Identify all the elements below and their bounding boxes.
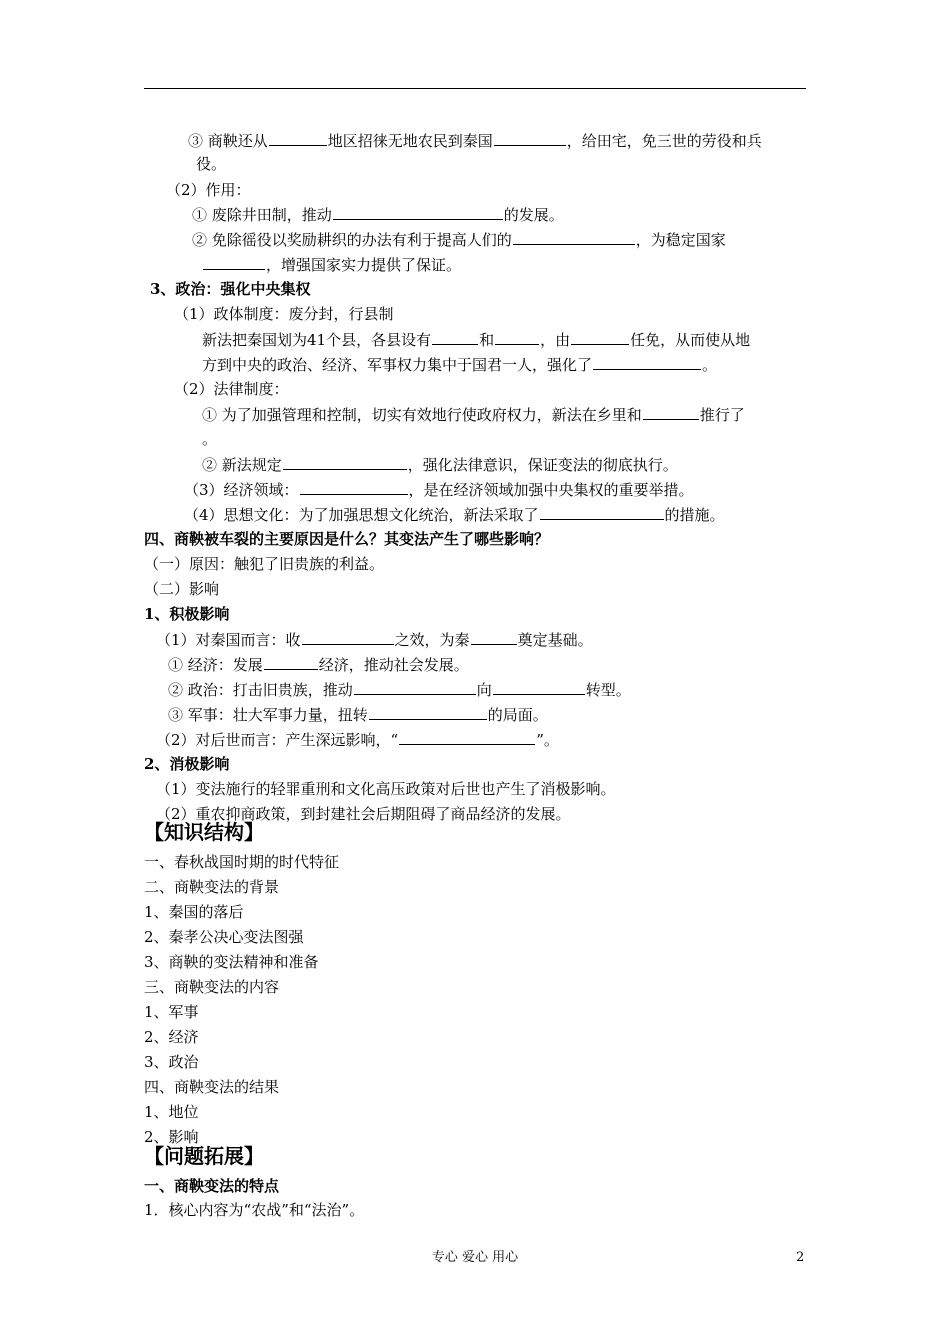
text-segment: （2）重农抑商政策，到封建社会后期阻碍了商品经济的发展。 [156,805,571,823]
text-segment: 2、影响 [144,1128,199,1146]
text-line [144,579,219,599]
fill-in-blank [399,729,535,745]
text-segment: 和 [479,331,495,349]
text-segment: （1）政体制度：废分封，行县制 [174,305,394,323]
text-line [202,454,678,474]
text-segment: 1、军事 [144,1003,199,1021]
text-segment: 四、商鞅变法的结果 [144,1078,280,1096]
text-segment: ，给田宅，免三世的劳役和兵 [566,132,762,150]
text-segment: 的措施。 [664,506,725,524]
text-segment: ② 新法规定 [202,456,282,474]
fill-in-blank [495,329,539,345]
text-segment: ，由 [540,331,571,349]
text-line [202,254,461,274]
text-segment: （4）思想文化：为了加强思想文化统治，新法采取了 [184,506,539,524]
fill-in-blank [493,679,585,695]
header-rule [144,88,806,89]
text-line [168,679,631,699]
bold-heading-line [144,604,229,624]
text-segment: 经济，推动社会发展。 [318,656,469,674]
text-segment: 的局面。 [487,706,548,724]
text-line [144,852,339,872]
text-segment: 2、秦孝公决心变法图强 [144,928,304,946]
text-line [192,204,564,224]
text-segment: （2）法律制度： [174,380,289,398]
text-line [144,927,304,947]
text-segment: 一、春秋战国时期的时代特征 [144,853,340,871]
text-segment: 1、地位 [144,1103,199,1121]
text-line [144,1077,279,1097]
text-segment: ，增强国家实力提供了保证。 [266,256,462,274]
text-segment: ② 政治：打击旧贵族，推动 [168,681,353,699]
fill-in-blank [643,404,699,420]
text-segment: 2、经济 [144,1028,199,1046]
text-segment: ，强化法律意识，保证变法的彻底执行。 [407,456,678,474]
text-segment: 。 [202,430,218,448]
fill-in-blank [354,679,476,695]
text-line [144,877,279,897]
text-segment: （1）对秦国而言：收 [156,631,301,649]
text-segment: 新法把秦国划为41个县，各县设有 [202,331,432,349]
fill-in-blank [571,329,629,345]
text-line [156,629,593,649]
text-line [188,130,762,150]
text-line [192,229,726,249]
text-line [144,1200,364,1220]
text-segment: ① 废除井田制，推动 [192,206,332,224]
text-line [168,654,469,674]
text-segment: ”。 [536,731,559,749]
bold-heading-line [144,529,549,549]
text-segment: 【知识结构】 [144,820,264,844]
section-heading [144,819,264,845]
text-line [144,1027,199,1047]
text-line [144,1052,199,1072]
fill-in-blank [432,329,478,345]
text-segment: 三、商鞅变法的内容 [144,978,280,996]
text-segment: 1．核心内容为“农战”和“法治”。 [144,1201,365,1219]
text-segment: ，是在经济领域加强中央集权的重要举措。 [408,481,694,499]
text-segment: 3、政治：强化中央集权 [150,280,311,298]
text-segment: ，为稳定国家 [635,231,726,249]
text-segment: （2）作用： [166,181,251,199]
text-segment: 之效，为秦 [394,631,470,649]
text-segment: 【问题拓展】 [144,1144,264,1168]
text-line [184,479,694,499]
text-segment: 四、商鞅被车裂的主要原因是什么？其变法产生了哪些影响？ [144,530,550,548]
text-segment: 1、积极影响 [144,605,230,623]
fill-in-blank [333,204,503,220]
text-segment: 二、商鞅变法的背景 [144,878,280,896]
fill-in-blank [471,629,517,645]
page-number: 2 [796,1250,805,1265]
text-line [184,504,725,524]
text-segment: （2）对后世而言：产生深远影响，“ [156,731,399,749]
text-line [202,329,750,349]
text-line [174,304,394,324]
fill-in-blank [369,704,487,720]
text-segment: ③ 军事：壮大军事力量，扭转 [168,706,368,724]
text-segment: （1）变法施行的轻罪重刑和文化高压政策对后世也产生了消极影响。 [156,780,616,798]
text-segment: 转型。 [585,681,631,699]
text-line [202,429,217,449]
fill-in-blank [264,654,318,670]
fill-in-blank [513,229,635,245]
section-heading [144,1143,264,1169]
text-segment: ① 经济：发展 [168,656,263,674]
text-segment: 一、商鞅变法的特点 [144,1177,280,1195]
text-line [144,1102,199,1122]
text-segment: 役。 [196,155,227,173]
bold-heading-line [144,754,229,774]
text-line [144,554,384,574]
fill-in-blank [203,254,265,270]
bold-heading-line [144,1176,279,1196]
text-segment: 推行了 [699,406,745,424]
text-line [144,902,244,922]
text-segment: 1、秦国的落后 [144,903,244,921]
text-line [144,1002,199,1022]
fill-in-blank [283,454,407,470]
text-segment: （二）影响 [144,580,220,598]
text-segment: 奠定基础。 [517,631,593,649]
bold-heading-line [150,279,310,299]
text-segment: 3、商鞅的变法精神和准备 [144,953,319,971]
text-segment: 向 [476,681,492,699]
text-segment: （3）经济领域： [184,481,299,499]
text-segment: （一）原因：触犯了旧贵族的利益。 [144,555,385,573]
fill-in-blank [593,354,701,370]
fill-in-blank [540,504,664,520]
text-line [174,379,289,399]
text-line [156,779,616,799]
text-segment: 地区招徕无地农民到秦国 [327,132,493,150]
text-segment: 。 [702,356,718,374]
text-segment: 3、政治 [144,1053,199,1071]
text-segment: 任免，从而使从地 [630,331,751,349]
text-line [196,154,226,174]
text-line [202,354,717,374]
text-segment: ③ 商鞅还从 [188,132,268,150]
text-line [168,704,548,724]
text-segment: 2、消极影响 [144,755,230,773]
text-segment: 的发展。 [503,206,564,224]
text-segment: ① 为了加强管理和控制，切实有效地行使政府权力，新法在乡里和 [202,406,642,424]
text-line [144,977,279,997]
fill-in-blank [300,479,408,495]
text-segment: ② 免除徭役以奖励耕织的办法有利于提高人们的 [192,231,512,249]
fill-in-blank [269,130,327,146]
text-segment: 方到中央的政治、经济、军事权力集中于国君一人，强化了 [202,356,593,374]
text-line [156,729,559,749]
text-line [202,404,745,424]
fill-in-blank [494,130,566,146]
text-line [166,180,251,200]
footer-slogan: 专心 爱心 用心 [431,1250,519,1265]
fill-in-blank [302,629,394,645]
text-line [144,952,319,972]
